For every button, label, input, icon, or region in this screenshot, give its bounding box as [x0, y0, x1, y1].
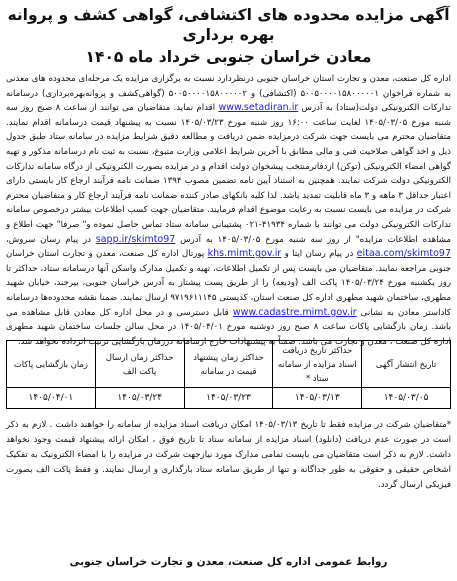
body-paragraph-6: قابل دسترسی و در محل اداره کل معادن قابل مشاهده می باشد. زمان بازگشایی پاکات ساعت ۸ صبح روز دوشنبه مورخ ۱۴۰۵/۰۴/۰۱ در محل سالن جلسات ساختمان شهید مطهری اداره کل صنعت ، معدن و تجارت می باشد. ضمناً به پیشنهادات خارج ازسامانه درزمان بازگشایی ترتیب اثرداده نخواهد شد.	[6, 307, 451, 347]
body-paragraph-3: در پیام رسان سروش،	[6, 234, 91, 245]
auction-notice	[6, 5, 451, 571]
table-header-cell: زمان بازگشایی پاکات	[7, 341, 96, 388]
body-paragraph-5: پورتال اداره کل صنعت، معدن و تجارت استان خراسان جنوبی مراجعه نمایند. متقاضیان می بایست پس از تکمیل اطلاعات، تهیه و تکمیل مدارک واسکن آنها درسامانه ستاد، حداکثر تا روز یکشنبه مورخ ۱۴۰۵/۰۳/۲۴ پاکت الف (ودیعه) را از طریق پست پیشتاز به آدرس خراسان جنوبی، بیرجند، خیابان شهید مطهری، ساختمان شهید مطهری اداره کل صنعت استان، کدپستی ۹۷۱۹۶۱۱۱۴۵ ارسال نمایند. ضمنا نقشه محدوده‌ها درسامانه کاداستر معادن به نشانی	[6, 249, 451, 318]
signature: روابط عمومی اداره کل صنعت، معدن و تجارت خراسان جنوبی	[69, 556, 388, 568]
body-paragraph-1: اداره کل صنعت، معدن و تجارت استان خراسان جنوبی درنظردارد نسبت به برگزاری مزایده یک مرحله‌ای محدوده های معدنی به شماره فراخوان ۵۰۰۵۰۰۰۰۱۵۸۰۰۰۰۰۱ (اکتشافی) و ۵۰۰۵۰۰۰۰۱۵۸۰۰۰۰۰۲ (گواهی‌کشف و پروانه‌بهره‌برداری) درسامانه تدارکات الکترونیکی دولت(ستاد) به آدرس	[6, 74, 452, 114]
table-cell: ۱۴۰۵/۰۳/۱۳	[273, 388, 362, 409]
schedule-table-wrapper	[6, 340, 451, 409]
table-header-cell: حداکثر زمان پیشنهاد قیمت در سامانه	[184, 341, 273, 388]
footnote: *متقاضیان شرکت در مزایده فقط تا تاریخ ۱۴۰۵/۰۳/۱۳ امکان دریافت اسناد مزایده از سامانه را خواهند داشت . لازم به ذکر است در صورت عدم دریافت (دانلود) اسناد مزایده از سامانه ستاد تا تاریخ فوق ، امکان ارائه پیشنهاد قیمت وجود نخواهد داشت. لازم به ذکر است متقاضیان می بایست تمامی مدارک مورد نیازجهت شرکت در مزایده را با امضاء الکترونیک به تفکیک اشخاص حقیقی و حقوقی به طور جداگانه و تنها از طریق سامانه ستاد بارگذاری و ارسال نمایند. و فقط پاکت الف بصورت فیزیکی ارسال گردد.	[6, 420, 451, 490]
notice-body	[6, 72, 452, 347]
cadastre-link[interactable]: www.cadastre.mimt.gov.ir	[232, 306, 357, 318]
eitaa-link[interactable]: eitaa.com/skimto97	[356, 248, 452, 260]
table-cell: ۱۴۰۵/۰۳/۲۴	[95, 388, 184, 409]
soroush-link[interactable]: sapp.ir/skimto97	[95, 233, 176, 245]
table-cell: ۱۴۰۵/۰۳/۲۳	[184, 388, 273, 409]
table-cell: ۱۴۰۵/۰۳/۰۵	[362, 388, 451, 409]
table-row	[7, 388, 451, 409]
body-paragraph-4: در پیام رسان ایتا و	[284, 249, 354, 260]
notice-title: آگهی مزایده محدوده های اکتشافی، گواهی کشف و پروانه بهره برداری	[7, 6, 450, 44]
table-header-cell: حداکثر تاریخ دریافت اسناد مزایده از سامانه ستاد *	[273, 341, 362, 388]
table-header-cell: تاریخ انتشار آگهی	[362, 341, 451, 388]
body-paragraph-2: اقدام نماید. متقاضیان می توانند از ساعت ۸ صبح روز سه شنبه مورخ ۱۴۰۵/۰۳/۰۵ لغایت ساعت ۱۶:۰۰ روز شنبه مورخ ۱۴۰۵/۰۳/۲۳ نسبت به پیشنهاد قیمت درسامانه اقدام نمایند. متقاضیان محترم می بایست جهت شرکت درمزایده ضمن دریافت و مطالعه دقیق شرایط مزایده در سامانه ستاد طبق جدول ذیل و اخذ گواهی صلاحیت فنی و مالی مطابق با آخرین شرایط اعلامی وزارت متبوع، نسبت به ثبت نام درسامانه مذکور و تهیه گواهی امضاء الکترونیکی (توکن) ازدفاترمنتخب پیشخوان دولت اقدام و در مزایده بصورت الکترونیکی از درگاه سامانه تدارکات الکترونیکی دولت شرکت نمایند. همچنین به استناد آیین نامه تضمین مصوب ۱۳۹۴ ضمانت نامه فرآیند ارجاع کار بایستی دارای اعتبار حداقل ۳ ماهه و ۳ ماه قابلیت تمدید باشد. لذا کلیه بانکهای صادر کننده ضمانت نامه فرآیند ارجاع کار و متقاضیان محترم شرکت در مزایده می بایست نسبت به رعایت موضوع اقدام فرمایند. متقاضیان جهت کسب اطلاعات بیشتر درخصوص سامانه تدارکات الکترونیکی دولت می توانند با شماره ۴۱۹۳۴-۰۲۱ پشتیبانی سامانه ستاد تماس حاصل نموده و" صرفا" جهت اطلاع و مشاهده اطلاعات مزایده" از روز سه شنبه مورخ ۱۴۰۵/۰۳/۰۵ به آدرس	[6, 103, 452, 245]
schedule-table	[6, 340, 451, 409]
notice-subtitle: معادن خراسان جنوبی خرداد ماه ۱۴۰۵	[85, 48, 372, 66]
setad-link[interactable]: www.setadiran.ir	[218, 102, 299, 114]
table-header-cell: حداکثر زمان ارسال پاکت الف	[95, 341, 184, 388]
table-cell: ۱۴۰۵/۰۴/۰۱	[7, 388, 96, 409]
portal-link[interactable]: khs.mimt.gov.ir	[207, 248, 282, 260]
